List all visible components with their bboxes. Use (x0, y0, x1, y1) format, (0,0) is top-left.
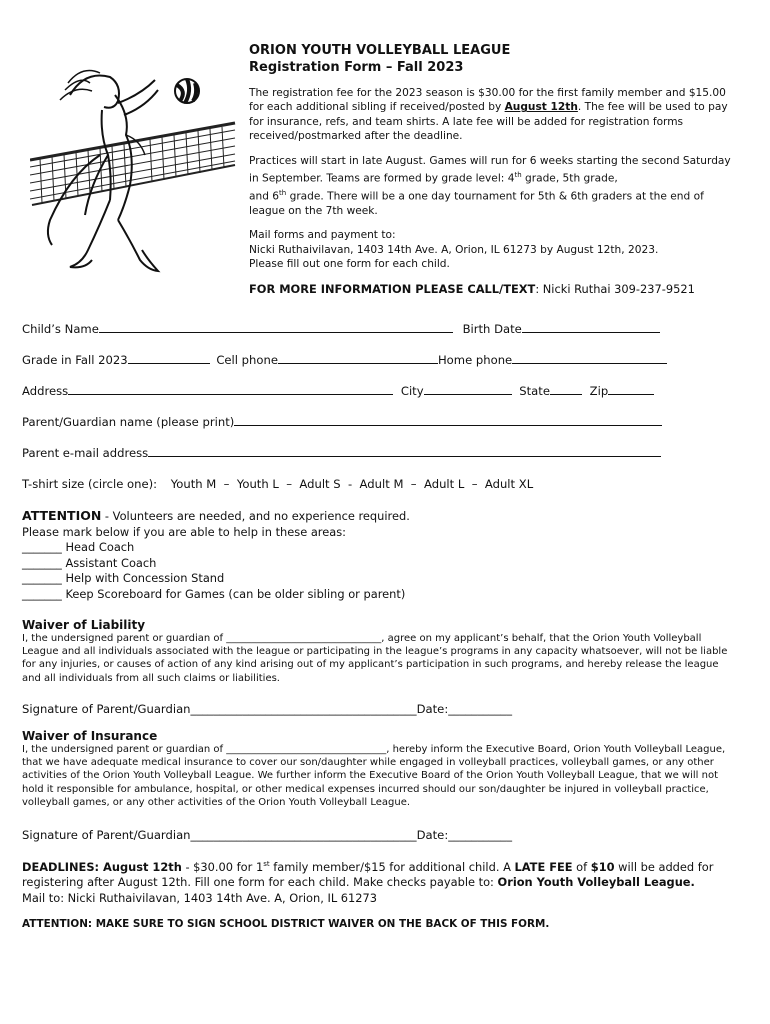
parent-name-label: Parent/Guardian name (please print) (22, 415, 235, 429)
volunteer-item-head-coach[interactable]: _______ Head Coach (22, 540, 135, 555)
fee-deadline: August 12th (504, 101, 578, 114)
waiver-insurance-section (22, 729, 738, 809)
parent-email-field[interactable] (148, 445, 661, 457)
birth-date-field[interactable] (522, 321, 660, 333)
league-title: ORION YOUTH VOLLEYBALL LEAGUE (249, 43, 511, 58)
liability-signature-line[interactable]: Signature of Parent/Guardian_______________________________________Date:___________ (22, 702, 512, 716)
home-phone-label: Home phone (437, 353, 513, 367)
parent-name-field[interactable] (234, 414, 662, 426)
footer-attention: ATTENTION: MAKE SURE TO SIGN SCHOOL DISTRICT WAIVER ON THE BACK OF THIS FORM. (22, 918, 550, 930)
cell-phone-field[interactable] (278, 352, 438, 364)
tshirt-row (22, 477, 533, 492)
waiver-insurance-heading: Waiver of Insurance (22, 729, 158, 743)
deadlines-label: DEADLINES: August 12th (22, 859, 182, 874)
grade-label: Grade in Fall 2023 (22, 353, 128, 367)
child-name-label: Child’s Name (22, 322, 99, 336)
child-name-row (22, 321, 660, 337)
parent-email-label: Parent e-mail address (22, 446, 149, 460)
state-label: State (519, 384, 550, 398)
payee: Orion Youth Volleyball League. (497, 875, 695, 890)
grade-field[interactable] (128, 352, 210, 364)
address-row (22, 383, 654, 399)
volunteer-intro: Please mark below if you are able to help in these areas: (22, 524, 346, 539)
volunteer-heading: ATTENTION (22, 508, 102, 523)
volleyball-icon (175, 79, 199, 103)
address-label: Address (22, 384, 69, 398)
form-header (249, 42, 739, 296)
state-field[interactable] (550, 383, 582, 395)
waiver-liability-section (22, 618, 738, 685)
parent-email-row (22, 445, 661, 461)
form-subtitle: Registration Form – Fall 2023 (249, 60, 464, 75)
volunteer-item-assistant-coach[interactable]: _______ Assistant Coach (22, 555, 157, 570)
address-field[interactable] (68, 383, 393, 395)
volunteer-item-concession[interactable]: _______ Help with Concession Stand (22, 571, 225, 586)
city-label: City (400, 384, 424, 398)
volunteer-heading-line: ATTENTION - Volunteers are needed, and no experience required. (22, 508, 410, 523)
volunteer-item-scoreboard[interactable]: _______ Keep Scoreboard for Games (can be older sibling or parent) (22, 586, 406, 601)
insurance-signature-line[interactable]: Signature of Parent/Guardian_______________________________________Date:___________ (22, 828, 512, 842)
child-name-field[interactable] (99, 321, 453, 333)
waiver-insurance-text: I, the undersigned parent or guardian of ________________________________, hereby inform the Executive Board, Orion Youth Volleyball League, that we have adequate medical insurance to cover our son/daughter while engaged in volleyball practices, volleyball games, or any other activities of the Orion Youth Volleyball League. We further inform the Executive Board of the Orion Youth Volleyball League, that we will not hold it responsible for ambulance, hospital, or other medical expenses incurred should our son/daughter be injured in volleyball practice, volleyball games, or any other activities of the Orion Youth Volleyball League. (22, 744, 726, 808)
waiver-liability-heading: Waiver of Liability (22, 618, 146, 632)
zip-field[interactable] (608, 383, 654, 395)
grade-phone-row (22, 352, 667, 368)
zip-label: Zip (589, 384, 609, 398)
deadlines-section: DEADLINES: August 12th - $30.00 for 1st family member/$15 for additional child. A LATE FEE of $10 will be added for registering after August 12th. Fill one form for each child. Make checks payable to: Orion Youth Volleyball League. Mail to: Nicki Ruthaivilavan, 1403 14th Ave. A, Orion, IL 61273 (22, 859, 714, 905)
city-field[interactable] (424, 383, 512, 395)
tshirt-label: T-shirt size (circle one): (22, 477, 158, 491)
tshirt-options[interactable]: Youth M – Youth L – Adult S - Adult M – Adult L – Adult XL (170, 477, 534, 491)
mail-paragraph: Mail forms and payment to: Nicki Ruthaivilavan, 1403 14th Ave. A, Orion, IL 61273 by August 12th, 2023. Please fill out one form for each child. (249, 229, 659, 271)
info-line: FOR MORE INFORMATION PLEASE CALL/TEXT: Nicki Ruthai 309-237-9521 (249, 281, 695, 296)
volleyball-player-illustration (30, 55, 240, 285)
fee-paragraph: The registration fee for the 2023 season is $30.00 for the first family member and $15.00 for each additional sibling if received/posted by August 12th. The fee will be used to pay for insurance, refs, and team shirts. A late fee will be added for registration forms received/postmarked after the deadline. (249, 87, 728, 143)
deadlines-mail: Mail to: Nicki Ruthaivilavan, 1403 14th Ave. A, Orion, IL 61273 (22, 890, 378, 905)
practice-paragraph: Practices will start in late August. Games will run for 6 weeks starting the second Saturday in September. Teams are formed by grade level: 4th grade, 5th grade, and 6th grade. There will be a one day tournament for 5th & 6th graders at the end of league on the 7th week. (249, 154, 731, 217)
cell-phone-label: Cell phone (216, 353, 278, 367)
parent-name-row (22, 414, 662, 430)
waiver-liability-text: I, the undersigned parent or guardian of _______________________________, agree on my applicant’s behalf, that the Orion Youth Volleyball League and all individuals associated with the league or participating in the league’s programs in any capacity whatsoever, will not be liable for any injuries, or causes of action of any kind arising out of my applicant’s participation in such programs, and hereby release the league and all individuals from all such claims or liabilities. (22, 633, 728, 684)
home-phone-field[interactable] (512, 352, 667, 364)
birth-date-label: Birth Date (462, 322, 522, 336)
volunteer-section (22, 508, 742, 603)
